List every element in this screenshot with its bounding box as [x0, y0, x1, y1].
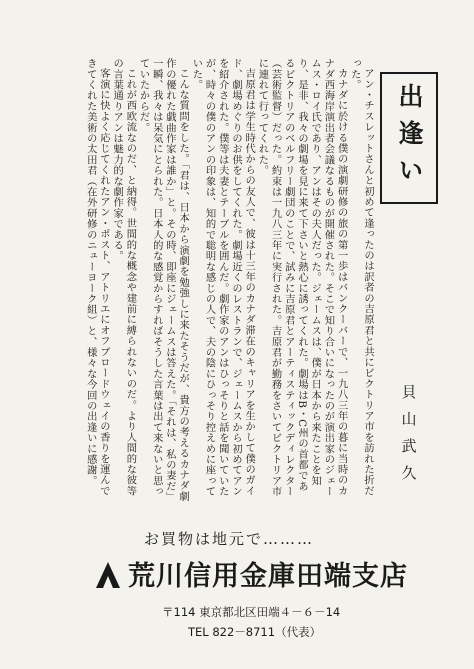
ad-slogan: お買物は地元で……… [144, 530, 315, 548]
bank-name: 荒川信用金庫田端支店 [128, 561, 408, 592]
title-box [380, 72, 438, 204]
author-name: 貝山武久 [399, 384, 418, 492]
article-paragraph: 吉原君は学生時代からの友人で、彼は十三年のカナダ滞在のキャリアを生かして僕のガイド、劇場めぐりのお供をしてくれた。劇場近くのレストランで、ジェームスから初めてアンを紹介された。僕等は夫妻とテーブルを囲んだ。劇作家のアンはひっそりと話を聞いていたが、時々の僕のアンの印象は、知的で聡明な感じの人で、夫の陰にひっそり控えめに座っていた。 [190, 58, 256, 497]
article-title: 出逢い [395, 82, 424, 194]
article-paragraph: これが西欧流なのだ、と納得。世間的な概念や建前に縛られないのだ。より人間的な彼等の言葉通りアンは魅力的な劇作家である。 [111, 58, 137, 497]
advertisement [70, 520, 410, 658]
article-paragraph: 客演に快よく応じてくれたアン・ポスト、アトリエにオフブロードウェイの香りを運んできてくれた美術の太田君（在外研修のニューヨーク組）と、様々な今回の出逢いに感謝。 [84, 58, 110, 497]
bank-address: 〒114 東京都北区田端４－６－14 [162, 605, 341, 619]
author-byline [386, 384, 432, 514]
article-paragraph: こんな質問をした。「君は、日本から演劇を勉強しに来たそうだが、貴方の考えるカナダ劇作の優れた戯曲作家は誰か」と。その時、即座にジェームスは答えた。「それは、私の妻だ」一瞬、我々は呆気にとられた。日本人的な感覚からすればそうした言葉は出て来ないと思っていたからだ。 [137, 58, 190, 502]
article-body [84, 58, 374, 502]
bank-logo-icon [94, 560, 122, 590]
bank-phone: TEL 822－8711（代表） [188, 625, 322, 639]
article-paragraph: アン・チスレットさんと初めて逢ったのは訳者の吉原君と共にビクトリア市を訪れた折だった。 [348, 58, 374, 497]
article-paragraph: カナダに於ける僕の演劇研修の旅の第一歩はバンクーバーで、一九八三年の暮に当時のカナダ西海岸演出者会議なるものが開催された。そこで知り合いになったのが演出家のジェームス・ロイ氏であり、アンはその夫人だった。ジェームスは、僕が日本から来たことを知り、是非、我々の劇場を見に来て下さいと熱心に誘ってくれた。劇場はB・C州の首都であるビクトリアのベルフリー劇団のことで、試みに吉原君とアーティスティックディレクター（芸術監督）だった。約束は一九八三年に実行された。吉原君が勤務をさいてビクトリア市に連れて行ってくれた。 [256, 58, 348, 497]
